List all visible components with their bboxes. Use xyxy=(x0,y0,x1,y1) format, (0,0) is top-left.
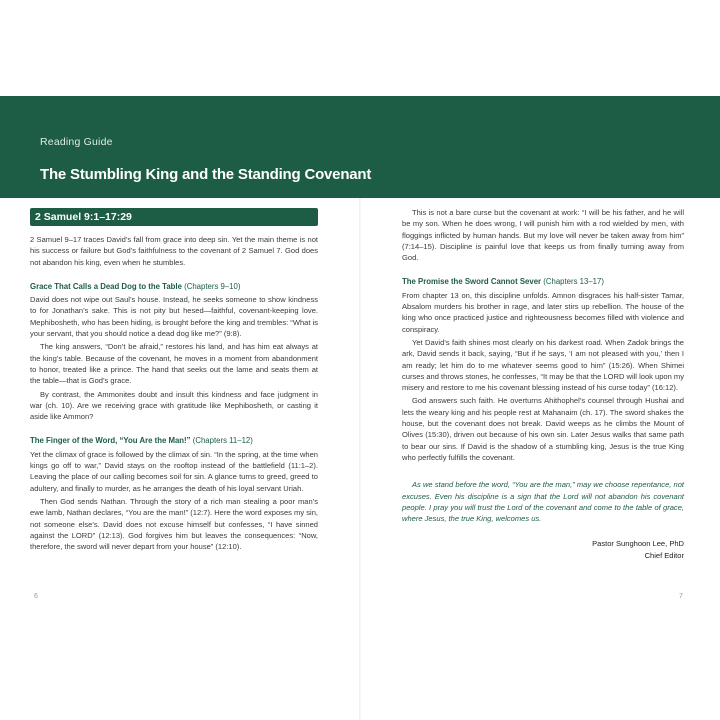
page-number-right: 7 xyxy=(679,593,683,600)
header-kicker: Reading Guide xyxy=(40,136,113,148)
left-page-column xyxy=(30,207,318,554)
body-paragraph: Then God sends Nathan. Through the story of a rich man stealing a poor man’s ewe lamb, Nathan declares, “You are the man!” (12:7). Here the word exposes my sin, not someone else’s. David does not excuse himself but confesses, “I have sinned against the LORD” (12:13). God forgives him but leaves the consequences: “Now, therefore, the sword will never depart from your house” (12:10). xyxy=(30,496,318,552)
section-heading-promise xyxy=(402,276,684,287)
body-paragraph: The king answers, “Don’t be afraid,” restores his land, and has him eat always at the king’s table. Because of the covenant, he moves in a moment from abandonment to honor, treated like a prince. The hand that seeks out the lame and seats them at the table—that is God’s grace. xyxy=(30,342,318,386)
body-paragraph: God answers such faith. He overturns Ahithophel’s counsel through Hushai and lets the weary king and his people rest at Mahanaim (ch. 17). The sword shakes the house, but the covenant does not break. David weeps as he climbs the Mount of Olives (15:30), driven out because of his own sin. Later Jesus walks that same path to bear our sins. If David is the shadow of a stumbling king, Jesus is the true King who perfectly fulfills the covenant. xyxy=(402,396,684,462)
page-number-left: 6 xyxy=(34,593,38,600)
section-heading-word xyxy=(30,435,318,446)
body-paragraph: From chapter 13 on, this discipline unfolds. Amnon disgraces his half-sister Tamar, Absalom murders his brother in rage, and later stirs up rebellion. The house of the king who once practiced justice and righteousness becomes filled with violence and conspiracy. xyxy=(402,290,684,334)
body-paragraph: David does not wipe out Saul’s house. Instead, he seeks someone to show kindness to for Jonathan’s sake. This is not pity but hesed—faithful, covenant-keeping love. Mephibosheth, who has been hiding, is brought before the king and trembles: “What is your servant, that you should notice a dead dog like me?” (9:8). xyxy=(30,295,318,339)
section-chapters: (Chapters 9–10) xyxy=(184,281,241,291)
section-title: Grace That Calls a Dead Dog to the Table xyxy=(30,281,182,291)
section-title: The Finger of the Word, “You Are the Man!” xyxy=(30,436,191,446)
intro-paragraph: 2 Samuel 9–17 traces David’s fall from grace into deep sin. Yet the main theme is not his success or failure but God’s faithfulness to the covenant of 2 Samuel 7. God does not abandon his king, even when he stumbles. xyxy=(30,235,318,267)
lead-paragraph: This is not a bare curse but the covenant at work: “I will be his father, and he will be my son. When he does wrong, I will punish him with a rod wielded by men, with floggings inflicted by human hands. But my love will never be taken away from him” (7:14–15). Discipline is painful love that keeps us from finally turning away from God. xyxy=(402,208,684,263)
section-chapters: (Chapters 13–17) xyxy=(543,277,604,287)
body-paragraph: Yet the climax of grace is followed by the climax of sin. “In the spring, at the time when kings go off to war,” David stays on the rooftop instead of the battlefield (11:1–2). Leaving the place of our calling becomes soil for sin. A glance turns to greed, greed to adultery, and finally to murder, as he arranges the death of his loyal servant Uriah. xyxy=(30,449,318,493)
body-paragraph: By contrast, the Ammonites doubt and insult this kindness and face judgment in war (ch. 10). Are we receiving grace with gratitude like Mephibosheth, or casting it aside like Ammon? xyxy=(30,389,318,422)
page-gutter xyxy=(359,198,361,720)
section-title: The Promise the Sword Cannot Sever xyxy=(402,277,542,287)
right-page-column xyxy=(402,207,684,562)
signature-name: Pastor Sunghoon Lee, PhD xyxy=(592,539,684,549)
section-heading-grace xyxy=(30,281,318,292)
header-banner xyxy=(0,96,720,198)
signature-title: Chief Editor xyxy=(644,551,684,561)
signature-block xyxy=(402,538,684,562)
body-paragraph: Yet David’s faith shines most clearly on his darkest road. When Zadok brings the ark, David sends it back, saying, “But if he says, ‘I am not pleased with you,’ then I am ready; let him do to me whatever seems good to him” (15:26). When Shimei curses and throws stones, he confesses, “It may be that the LORD will look upon my misery and restore to me his covenant blessing instead of his curse today” (16:12). xyxy=(402,337,684,393)
scripture-reference: 2 Samuel 9:1–17:29 xyxy=(30,208,318,226)
closing-prayer: As we stand before the word, “You are the man,” may we choose repentance, not excuses. Even his discipline is a sign that the Lord will not abandon his covenant people. I pray you will trust the Lord of the covenant and come to the table of grace, where Jesus, the true King, welcomes us. xyxy=(402,480,684,524)
page-title: The Stumbling King and the Standing Covenant xyxy=(40,166,372,183)
section-chapters: (Chapters 11–12) xyxy=(192,436,253,446)
